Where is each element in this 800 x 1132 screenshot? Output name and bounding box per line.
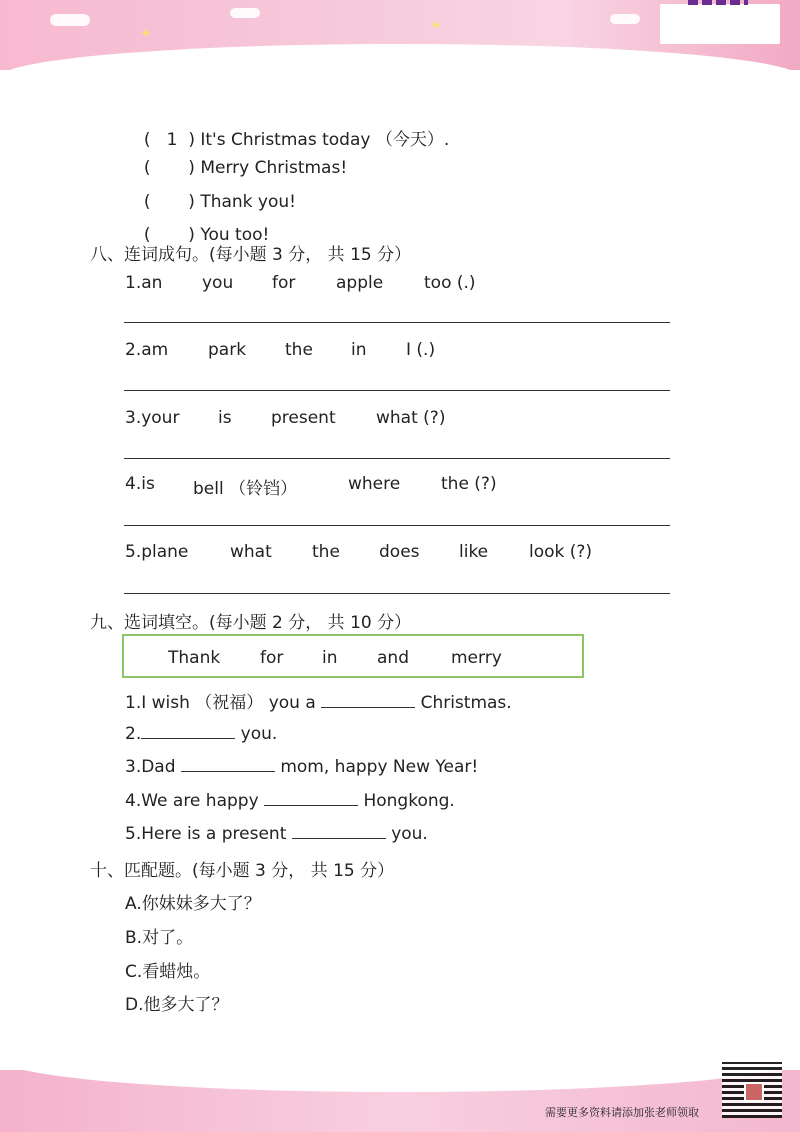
section-10-title: 十、匹配题。(每小题 3 分， 共 15 分） <box>90 861 395 881</box>
word: the (?) <box>441 474 497 494</box>
word-bank-item: in <box>322 648 338 668</box>
star-decoration: ✦ <box>430 18 442 34</box>
word: in <box>351 340 367 360</box>
word: the <box>312 542 340 562</box>
fill-question: 2. you. <box>125 724 278 744</box>
answer-line[interactable] <box>124 390 670 391</box>
match-item: ( ) Merry Christmas! <box>143 158 348 178</box>
fill-blank[interactable] <box>264 789 358 806</box>
corner-card <box>660 4 780 44</box>
cloud-decoration <box>50 14 90 26</box>
word: the <box>285 340 313 360</box>
fill-question: 3.Dad mom, happy New Year! <box>125 757 479 777</box>
match-option: A.你妹妹多大了？ <box>125 894 261 914</box>
word: look (?) <box>529 542 593 562</box>
word-bank-item: Thank <box>168 648 221 668</box>
word: what <box>230 542 272 562</box>
fill-blank[interactable] <box>141 722 235 739</box>
word: present <box>271 408 336 428</box>
word: for <box>272 273 296 293</box>
word: 5.plane <box>125 542 189 562</box>
word: I (.) <box>406 340 436 360</box>
match-item: ( 1 ) It's Christmas today （今天）. <box>143 130 450 150</box>
cloud-decoration <box>230 8 260 18</box>
word: park <box>208 340 247 360</box>
fill-blank[interactable] <box>181 755 275 772</box>
section-9-title: 九、选词填空。(每小题 2 分， 共 10 分） <box>90 613 412 633</box>
answer-line[interactable] <box>124 525 670 526</box>
fill-question: 5.Here is a present you. <box>125 824 428 844</box>
fill-blank[interactable] <box>321 691 415 708</box>
word: 3.your <box>125 408 180 428</box>
qr-avatar <box>744 1082 764 1102</box>
logo-mark <box>688 0 748 5</box>
fill-question: 1.I wish （祝福） you a Christmas. <box>125 693 512 713</box>
footer-note: 需要更多资料请添加张老师领取 <box>545 1106 699 1119</box>
word: 4.is <box>125 474 155 494</box>
word: 2.am <box>125 340 169 360</box>
word-bank-item: merry <box>451 648 502 668</box>
section-8-title: 八、连词成句。(每小题 3 分， 共 15 分） <box>90 245 412 265</box>
word: apple <box>336 273 384 293</box>
match-item: ( ) You too! <box>143 225 270 245</box>
word: like <box>459 542 489 562</box>
word: too (.) <box>424 273 476 293</box>
word: bell （铃铛） <box>193 479 298 499</box>
cloud-decoration <box>610 14 640 24</box>
word-bank-item: and <box>377 648 409 668</box>
fill-blank[interactable] <box>292 822 386 839</box>
word: where <box>348 474 401 494</box>
star-decoration: ✦ <box>140 26 152 42</box>
word: what (?) <box>376 408 446 428</box>
match-option: C.看蜡烛。 <box>125 962 211 982</box>
answer-line[interactable] <box>124 593 670 594</box>
word: is <box>218 408 232 428</box>
match-option: D.他多大了？ <box>125 995 229 1015</box>
match-option: B.对了。 <box>125 928 194 948</box>
word: 1.an <box>125 273 163 293</box>
word-bank-item: for <box>260 648 284 668</box>
match-item: ( ) Thank you! <box>143 192 296 212</box>
bottom-banner <box>0 1070 800 1132</box>
answer-line[interactable] <box>124 458 670 459</box>
answer-line[interactable] <box>124 322 670 323</box>
fill-question: 4.We are happy Hongkong. <box>125 791 455 811</box>
word: you <box>202 273 234 293</box>
word: does <box>379 542 420 562</box>
